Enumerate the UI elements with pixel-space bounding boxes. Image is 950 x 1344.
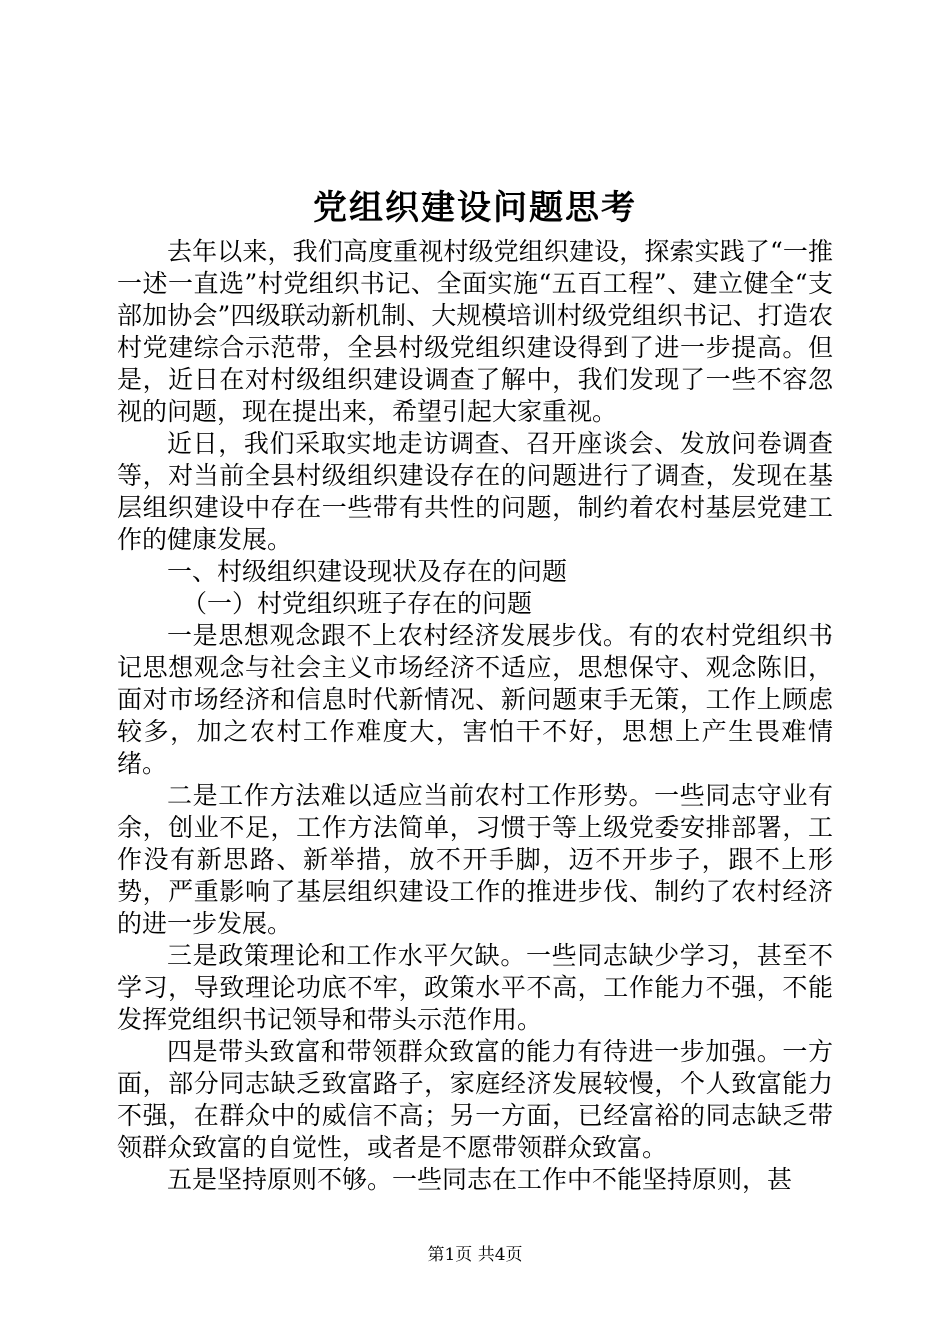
section-heading: 一、村级组织建设现状及存在的问题 (167, 557, 568, 586)
document-title: 党组织建设问题思考 (313, 188, 637, 228)
paragraph-item-2: 二是工作方法难以适应当前农村工作形势。一些同志守业有余，创业不足，工作方法简单，习惯于等上级党委安排部署，工作没有新思路、新举措，放不开手脚，迈不开步子，跟不上形势，严重影响了基层组织建设工作的推进步伐、制约了农村经济的进一步发展。 (117, 781, 833, 938)
document-body (117, 236, 833, 1196)
page-footer: 第1页 共4页 (427, 1245, 523, 1265)
paragraph-item-5: 五是坚持原则不够。一些同志在工作中不能坚持原则，甚 (167, 1165, 793, 1194)
paragraph-intro: 去年以来，我们高度重视村级党组织建设，探索实践了“一推一述一直选”村党组织书记、全面实施“五百工程”、建立健全“支部加协会”四级联动新机制、大规模培训村级党组织书记、打造农村党建综合示范带，全县村级党组织建设得到了进一步提高。但是，近日在对村级组织建设调查了解中，我们发现了一些不容忽视的问题，现在提出来，希望引起大家重视。 (117, 237, 833, 426)
paragraph-item-3: 三是政策理论和工作水平欠缺。一些同志缺少学习，甚至不学习，导致理论功底不牢，政策水平不高，工作能力不强，不能发挥党组织书记领导和带头示范作用。 (117, 941, 833, 1034)
paragraph-item-4: 四是带头致富和带领群众致富的能力有待进一步加强。一方面，部分同志缺乏致富路子，家庭经济发展较慢，个人致富能力不强，在群众中的威信不高；另一方面，已经富裕的同志缺乏带领群众致富的自觉性，或者是不愿带领群众致富。 (117, 1037, 833, 1162)
paragraph-survey: 近日，我们采取实地走访调查、召开座谈会、发放问卷调查等，对当前全县村级组织建设存在的问题进行了调查，发现在基层组织建设中存在一些带有共性的问题，制约着农村基层党建工作的健康发展。 (117, 429, 833, 554)
paragraph-item-1: 一是思想观念跟不上农村经济发展步伐。有的农村党组织书记思想观念与社会主义市场经济不适应，思想保守、观念陈旧，面对市场经济和信息时代新情况、新问题束手无策，工作上顾虑较多，加之农村工作难度大，害怕干不好，思想上产生畏难情绪。 (117, 621, 833, 778)
subsection-heading: （一）村党组织班子存在的问题 (182, 589, 533, 618)
